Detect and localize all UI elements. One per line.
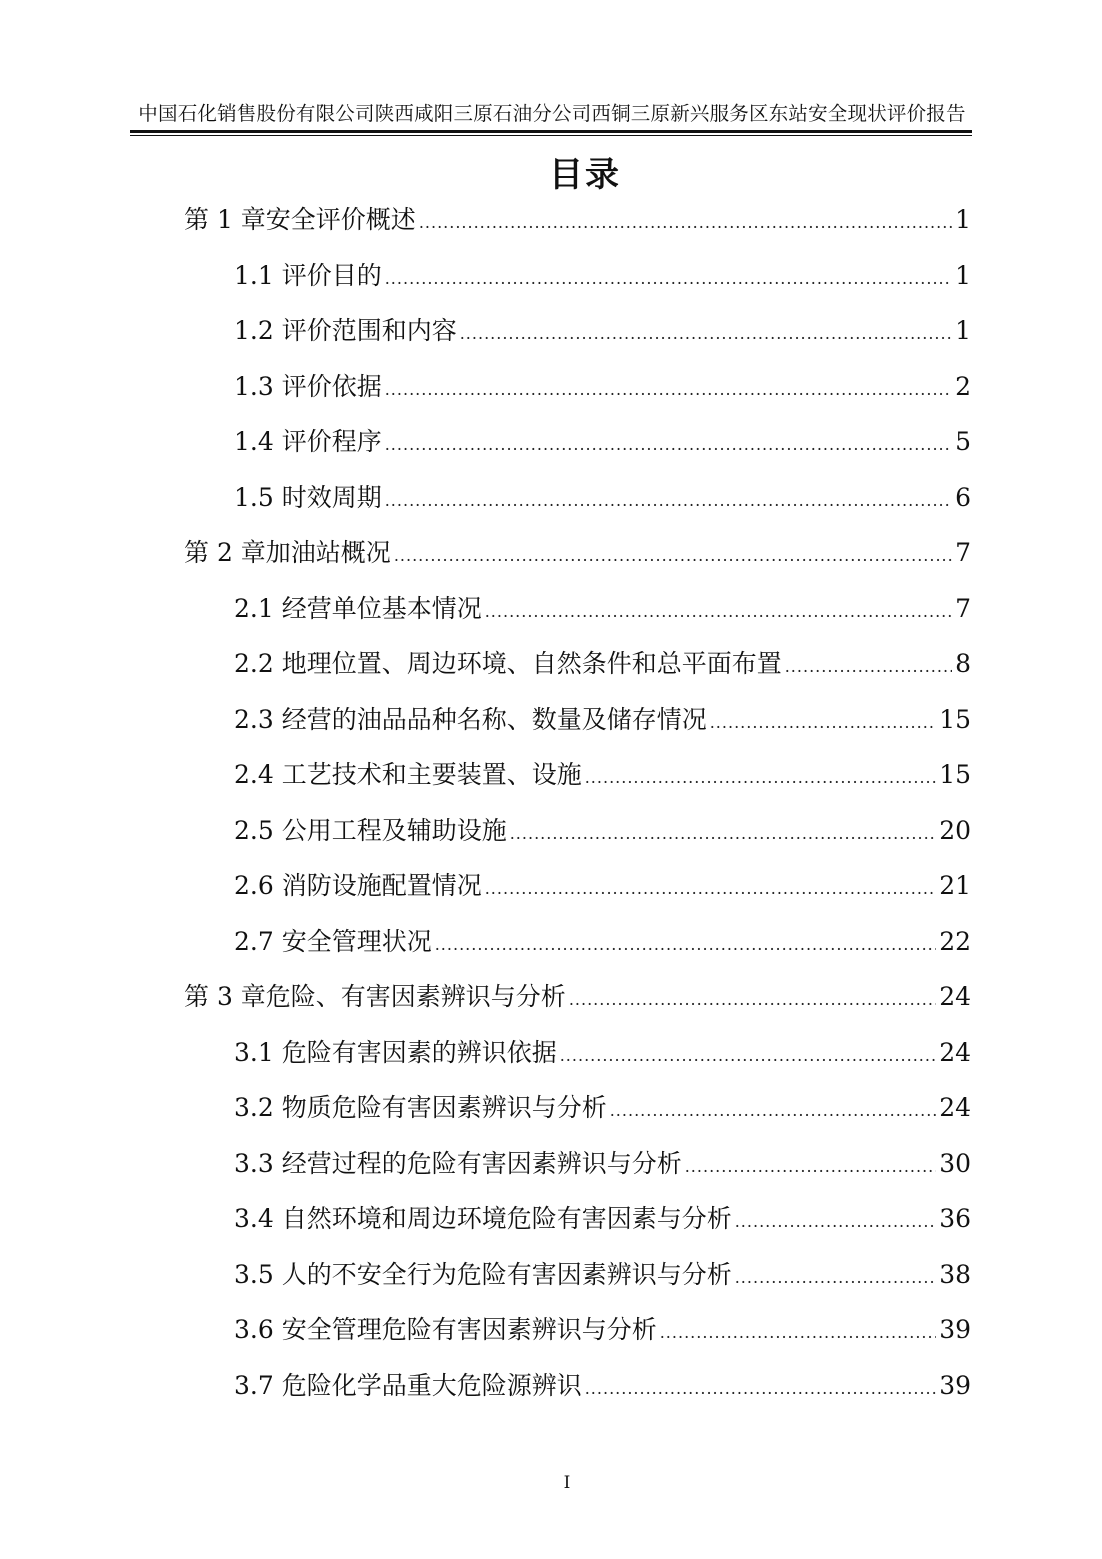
toc-entry-label: 3.1 危险有害因素的辨识依据 xyxy=(234,1037,557,1067)
toc-entry-page-number: 7 xyxy=(955,593,971,623)
toc-entry-label: 2.5 公用工程及辅助设施 xyxy=(234,815,507,845)
toc-entry-page-number: 21 xyxy=(939,871,971,900)
toc-chapter-entry[interactable] xyxy=(184,533,971,573)
toc-entry-label: 3.3 经营过程的危险有害因素辨识与分析 xyxy=(234,1148,682,1178)
toc-chapter-entry[interactable] xyxy=(184,200,971,240)
page-title: 目录 xyxy=(549,155,621,195)
toc-dot-leader xyxy=(710,713,936,732)
toc-entry-label: 2.4 工艺技术和主要装置、设施 xyxy=(234,760,582,789)
toc-dot-leader xyxy=(785,657,952,676)
header-rule-thin xyxy=(130,135,972,136)
toc-dot-leader xyxy=(385,491,952,510)
toc-dot-leader xyxy=(660,1323,936,1342)
toc-entry-label: 1.4 评价程序 xyxy=(234,427,382,456)
toc-dot-leader xyxy=(460,324,952,343)
toc-section-entry[interactable] xyxy=(234,256,971,296)
toc-section-entry[interactable] xyxy=(234,755,971,795)
toc-entry-page-number: 36 xyxy=(939,1204,971,1233)
toc-entry-label: 2.1 经营单位基本情况 xyxy=(234,593,482,623)
toc-section-entry[interactable] xyxy=(234,644,971,684)
toc-entry-page-number: 20 xyxy=(939,815,971,845)
toc-entry-page-number: 22 xyxy=(939,926,971,956)
toc-entry-page-number: 7 xyxy=(955,538,971,567)
toc-entry-page-number: 24 xyxy=(939,1093,971,1122)
toc-dot-leader xyxy=(569,990,936,1009)
toc-entry-page-number: 38 xyxy=(939,1259,971,1289)
toc-entry-label: 3.4 自然环境和周边环境危险有害因素与分析 xyxy=(234,1204,732,1233)
toc-dot-leader xyxy=(735,1212,936,1231)
toc-section-entry[interactable] xyxy=(234,922,971,962)
toc-section-entry[interactable] xyxy=(234,1144,971,1184)
toc-dot-leader xyxy=(394,546,952,565)
toc-entry-label: 第 2 章加油站概况 xyxy=(184,538,391,567)
toc-dot-leader xyxy=(485,602,952,621)
toc-entry-page-number: 30 xyxy=(939,1148,971,1178)
toc-entry-page-number: 8 xyxy=(955,649,971,678)
toc-dot-leader xyxy=(419,213,952,232)
toc-section-entry[interactable] xyxy=(234,1255,971,1295)
toc-section-entry[interactable] xyxy=(234,1310,971,1350)
toc-chapter-entry[interactable] xyxy=(184,977,971,1017)
toc-dot-leader xyxy=(385,435,952,454)
toc-entry-page-number: 2 xyxy=(955,371,971,401)
toc-entry-page-number: 24 xyxy=(939,1037,971,1067)
toc-dot-leader xyxy=(485,879,936,898)
toc-section-entry[interactable] xyxy=(234,589,971,629)
toc-entry-page-number: 15 xyxy=(939,704,971,734)
toc-dot-leader xyxy=(585,1379,936,1398)
toc-entry-page-number: 39 xyxy=(939,1370,971,1400)
toc-entry-label: 2.7 安全管理状况 xyxy=(234,926,432,956)
toc-entry-label: 3.2 物质危险有害因素辨识与分析 xyxy=(234,1093,607,1122)
toc-entry-label: 1.3 评价依据 xyxy=(234,371,382,401)
toc-section-entry[interactable] xyxy=(234,1199,971,1239)
toc-dot-leader xyxy=(435,935,936,954)
toc-section-entry[interactable] xyxy=(234,811,971,851)
toc-section-entry[interactable] xyxy=(234,866,971,906)
toc-section-entry[interactable] xyxy=(234,367,971,407)
page-number: I xyxy=(563,1473,571,1493)
running-header: 中国石化销售股份有限公司陕西咸阳三原石油分公司西铜三原新兴服务区东站安全现状评价报告 xyxy=(138,102,966,125)
toc-dot-leader xyxy=(585,768,936,787)
toc-dot-leader xyxy=(385,380,952,399)
header-rule-thick xyxy=(130,130,972,133)
toc-entry-page-number: 1 xyxy=(955,316,971,345)
toc-entry-page-number: 1 xyxy=(955,205,971,234)
toc-entry-label: 2.3 经营的油品品种名称、数量及储存情况 xyxy=(234,704,707,734)
toc-section-entry[interactable] xyxy=(234,1366,971,1406)
toc-entry-label: 1.5 时效周期 xyxy=(234,482,382,512)
toc-section-entry[interactable] xyxy=(234,1033,971,1073)
toc-dot-leader xyxy=(560,1046,936,1065)
toc-dot-leader xyxy=(385,269,952,288)
toc-dot-leader xyxy=(685,1157,936,1176)
toc-entry-label: 3.5 人的不安全行为危险有害因素辨识与分析 xyxy=(234,1259,732,1289)
toc-entry-label: 1.2 评价范围和内容 xyxy=(234,316,457,345)
toc-entry-page-number: 1 xyxy=(955,260,971,290)
toc-entry-page-number: 6 xyxy=(955,482,971,512)
toc-dot-leader xyxy=(510,824,936,843)
toc-dot-leader xyxy=(735,1268,936,1287)
toc-entry-page-number: 5 xyxy=(955,427,971,456)
toc-entry-label: 第 1 章安全评价概述 xyxy=(184,205,416,234)
toc-entry-label: 第 3 章危险、有害因素辨识与分析 xyxy=(184,982,566,1011)
toc-section-entry[interactable] xyxy=(234,700,971,740)
toc-dot-leader xyxy=(610,1101,936,1120)
toc-section-entry[interactable] xyxy=(234,422,971,462)
toc-section-entry[interactable] xyxy=(234,478,971,518)
toc-section-entry[interactable] xyxy=(234,311,971,351)
toc-entry-label: 2.2 地理位置、周边环境、自然条件和总平面布置 xyxy=(234,649,782,678)
toc-entry-page-number: 15 xyxy=(939,760,971,789)
toc-entry-page-number: 24 xyxy=(939,982,971,1011)
toc-entry-label: 1.1 评价目的 xyxy=(234,260,382,290)
toc-entry-label: 2.6 消防设施配置情况 xyxy=(234,871,482,900)
toc-section-entry[interactable] xyxy=(234,1088,971,1128)
toc-entry-label: 3.7 危险化学品重大危险源辨识 xyxy=(234,1370,582,1400)
toc-entry-page-number: 39 xyxy=(939,1315,971,1344)
toc-entry-label: 3.6 安全管理危险有害因素辨识与分析 xyxy=(234,1315,657,1344)
